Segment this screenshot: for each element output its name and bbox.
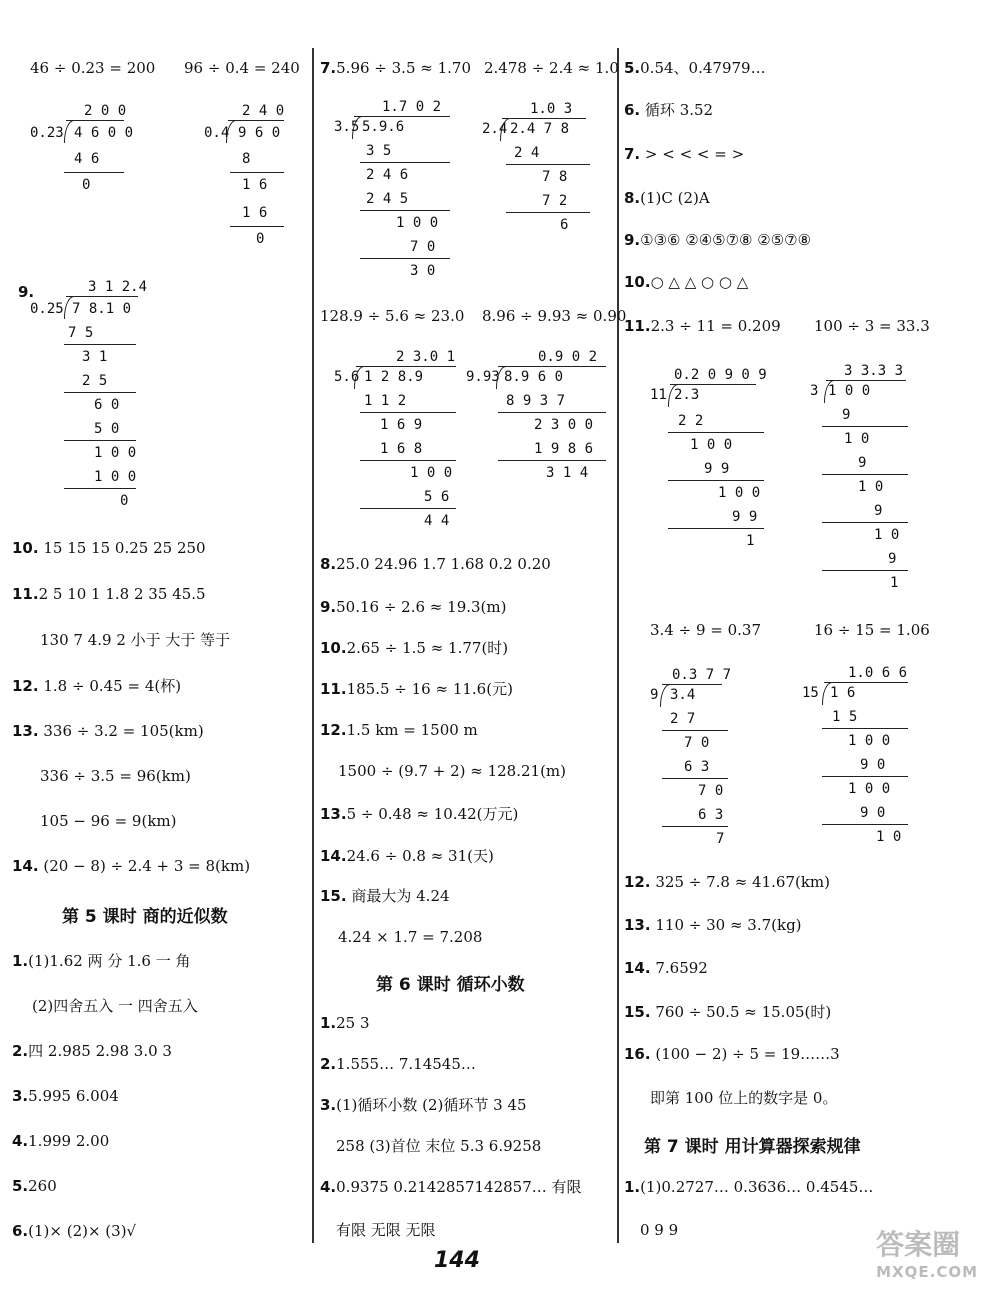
answer-line: 46 ÷ 0.23 = 200	[30, 59, 156, 77]
watermark-logo-text: 答案圈	[876, 1228, 961, 1261]
answer-line: 8.25.0 24.96 1.7 1.68 0.2 0.20	[320, 555, 551, 573]
answer-line: 10.2.65 ÷ 1.5 ≈ 1.77(时)	[320, 639, 509, 657]
column-divider	[312, 48, 314, 1243]
answer-line: 336 ÷ 3.5 = 96(km)	[40, 767, 191, 785]
answer-line: 3.5.995 6.004	[12, 1087, 119, 1105]
answer-line: 15. 760 ÷ 50.5 ≈ 15.05(时)	[624, 1003, 832, 1021]
answer-line: 有限 无限 无限	[336, 1221, 436, 1239]
answer-line: 13. 110 ÷ 30 ≈ 3.7(kg)	[624, 916, 802, 934]
answer-line: 3.4 ÷ 9 = 0.37	[650, 621, 762, 639]
column-right: 5.0.54、0.47979… 6. 循环 3.52 7. > < < < = > 8.(1)C (2)A 9.①③⑥ ②④⑤⑦⑧ ②⑤⑦⑧ 10.○ △ △ ○ ○ △ 11.2.3 ÷ 11 = 0.209 100 ÷ 3 = 33.3 0.2 0 9 0 9 11 2.3 2 2 1 0 0 9 9 1 0 0 9 9 1 3 3.3 3 3 1 0 0 9 1 0 9 1 0 9 1 0 9 1 3.4 ÷ 9 = 0.37 16 ÷ 15 = 1.06 0.3 7 7 9 3.4 2 7 7 0 6 3 7 0 6 3 7 1.0 6 6 15 1 6 1 5 1 0 0 9 0 1 0 0 9 0 1 0 12. 325 ÷ 7.8 ≈ 41.67(km) 13. 110 ÷ 30 ≈ 3.7(kg) 14. 7.6592 15. 760 ÷ 50.5 ≈ 15.05(时) 16. (100 − 2) ÷ 5 = 19……3 即第 100 位上的数字是 0。 第 7 课时 用计算器探索规律 1.(1)0.2727… 0.3636… 0.4545… 0 9 9	[624, 59, 930, 1239]
answer-line: 3.(1)循环小数 (2)循环节 3 45	[320, 1096, 527, 1114]
answer-line: 0 9 9	[640, 1221, 679, 1239]
answer-line: 8.(1)C (2)A	[624, 189, 710, 207]
answer-line: 4.24 × 1.7 = 7.208	[338, 928, 483, 946]
answer-line: 14. 7.6592	[624, 959, 708, 977]
answer-line: 100 ÷ 3 = 33.3	[814, 317, 930, 335]
answer-line: 130 7 4.9 2 小于 大于 等于	[40, 631, 231, 649]
answer-line: 15. 商最大为 4.24	[320, 887, 450, 905]
answer-line: 258 (3)首位 末位 5.3 6.9258	[336, 1137, 542, 1155]
answer-line: 12. 1.8 ÷ 0.45 = 4(杯)	[12, 677, 182, 695]
answer-line: 12.1.5 km = 1500 m	[320, 721, 478, 739]
answer-line: 9.50.16 ÷ 2.6 ≈ 19.3(m)	[320, 598, 507, 616]
answer-line: 1.(1)0.2727… 0.3636… 0.4545…	[624, 1178, 874, 1196]
answer-line: 105 − 96 = 9(km)	[40, 812, 177, 830]
answer-line: 6.(1)× (2)× (3)√	[12, 1222, 137, 1240]
section-heading: 第 7 课时 用计算器探索规律	[644, 1137, 861, 1157]
answer-line: 16. (100 − 2) ÷ 5 = 19……3	[624, 1045, 840, 1063]
answer-line: 14.24.6 ÷ 0.8 ≈ 31(天)	[320, 847, 494, 865]
answer-line: 13. 336 ÷ 3.2 = 105(km)	[12, 722, 204, 740]
answer-line: (2)四舍五入 一 四舍五入	[32, 997, 198, 1015]
answer-line: 128.9 ÷ 5.6 ≈ 23.0	[320, 307, 465, 325]
answer-line: 4.0.9375 0.2142857142857… 有限	[320, 1178, 582, 1196]
answer-line: 7. > < < < = >	[624, 145, 745, 163]
answer-line: 5.260	[12, 1177, 57, 1195]
answer-line: 2.四 2.985 2.98 3.0 3	[12, 1042, 172, 1060]
answer-line: 1500 ÷ (9.7 + 2) ≈ 128.21(m)	[338, 762, 567, 780]
answer-line: 14. (20 − 8) ÷ 2.4 + 3 = 8(km)	[12, 857, 251, 875]
answer-line: 5.0.54、0.47979…	[624, 59, 766, 77]
answer-line: 10. 15 15 15 0.25 25 250	[12, 539, 206, 557]
answer-line: 4.1.999 2.00	[12, 1132, 110, 1150]
answer-line: 11.2.3 ÷ 11 = 0.209	[624, 317, 781, 335]
answer-line: 6. 循环 3.52	[624, 101, 714, 119]
answer-line: 9.①③⑥ ②④⑤⑦⑧ ②⑤⑦⑧	[624, 231, 812, 249]
answer-line: 1.(1)1.62 两 分 1.6 一 角	[12, 952, 191, 970]
answer-line: 12. 325 ÷ 7.8 ≈ 41.67(km)	[624, 873, 831, 891]
answer-line: 1.25 3	[320, 1014, 370, 1032]
answer-line: 2.1.555… 7.14545…	[320, 1055, 476, 1073]
page-number: 144	[434, 1248, 480, 1273]
answer-line: 11.185.5 ÷ 16 ≈ 11.6(元)	[320, 680, 513, 698]
answer-line: 10.○ △ △ ○ ○ △	[624, 273, 749, 291]
question-number: 9.	[18, 283, 35, 301]
column-left: 46 ÷ 0.23 = 200 96 ÷ 0.4 = 240 2 0 0 0.23 4 6 0 0 4 6 0 2 4 0 0.4 9 6 0 8 1 6 1 6 0 9. 3 1 2.4 0.25 7 8.1 0 7 5 3 1 2 5 6 0 5 0 1 0 0 1 0 0 0 10. 15 15 15 0.25 25 250 11.2 5 10 1 1.8 2 35 45.5 130 7 4.9 2 小于 大于 等于 12. 1.8 ÷ 0.45 = 4(杯) 13. 336 ÷ 3.2 = 105(km) 336 ÷ 3.5 = 96(km) 105 − 96 = 9(km) 14. (20 − 8) ÷ 2.4 + 3 = 8(km) 第 5 课时 商的近似数 1.(1)1.62 两 分 1.6 一 角 (2)四舍五入 一 四舍五入 2.四 2.985 2.98 3.0 3 3.5.995 6.004 4.1.999 2.00 5.260 6.(1)× (2)× (3)√	[12, 59, 300, 1240]
section-heading: 第 5 课时 商的近似数	[62, 907, 228, 927]
watermark	[876, 1223, 978, 1281]
answer-line: 16 ÷ 15 = 1.06	[814, 621, 930, 639]
answer-line: 即第 100 位上的数字是 0。	[650, 1089, 838, 1107]
watermark-url: MXQE.COM	[876, 1263, 978, 1281]
answer-line: 96 ÷ 0.4 = 240	[184, 59, 300, 77]
answer-line: 2.478 ÷ 2.4 ≈ 1.0	[484, 59, 619, 77]
answer-line: 7.5.96 ÷ 3.5 ≈ 1.70	[320, 59, 472, 77]
column-divider	[617, 48, 619, 1243]
answer-line: 11.2 5 10 1 1.8 2 35 45.5	[12, 585, 206, 603]
column-middle: 7.5.96 ÷ 3.5 ≈ 1.70 2.478 ÷ 2.4 ≈ 1.0 1.7 0 2 3.5 5.9.6 3 5 2 4 6 2 4 5 1 0 0 7 0 3 0 1.0 3 2.4 2.4 7 8 2 4 7 8 7 2 6 128.9 ÷ 5.6 ≈ 23.0 8.96 ÷ 9.93 ≈ 0.90 2 3.0 1 5.6 1 2 8.9 1 1 2 1 6 9 1 6 8 1 0 0 5 6 4 4 0.9 0 2 9.93 8.9 6 0 8 9 3 7 2 3 0 0 1 9 8 6 3 1 4 8.25.0 24.96 1.7 1.68 0.2 0.20 9.50.16 ÷ 2.6 ≈ 19.3(m) 10.2.65 ÷ 1.5 ≈ 1.77(时) 11.185.5 ÷ 16 ≈ 11.6(元) 12.1.5 km = 1500 m 1500 ÷ (9.7 + 2) ≈ 128.21(m) 13.5 ÷ 0.48 ≈ 10.42(万元) 14.24.6 ÷ 0.8 ≈ 31(天) 15. 商最大为 4.24 4.24 × 1.7 = 7.208 第 6 课时 循环小数 1.25 3 2.1.555… 7.14545… 3.(1)循环小数 (2)循环节 3 45 258 (3)首位 末位 5.3 6.9258 4.0.9375 0.2142857142857… 有限 有限 无限 无限	[320, 59, 627, 1239]
section-heading: 第 6 课时 循环小数	[376, 975, 525, 995]
answer-line: 8.96 ÷ 9.93 ≈ 0.90	[482, 307, 627, 325]
answer-line: 13.5 ÷ 0.48 ≈ 10.42(万元)	[320, 805, 519, 823]
